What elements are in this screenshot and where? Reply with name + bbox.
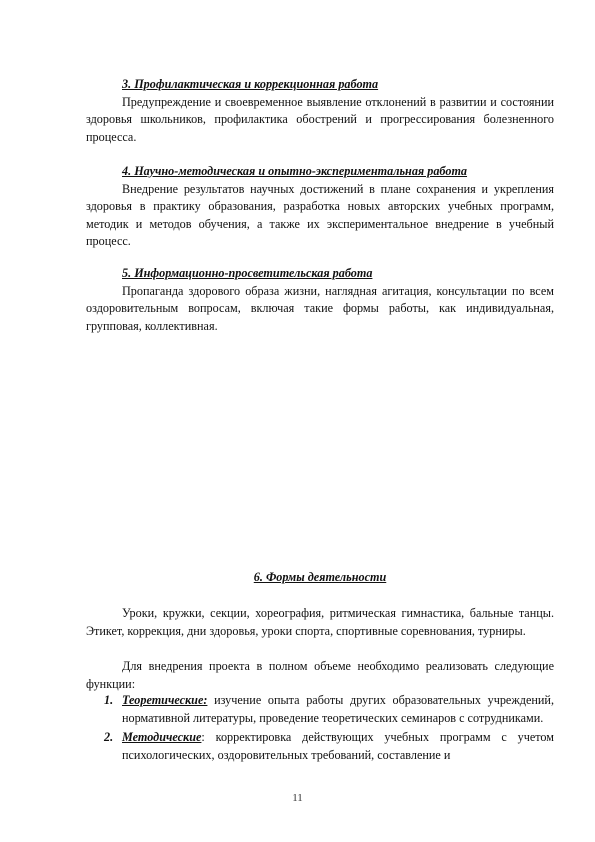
section-heading: 3. Профилактическая и коррекционная работа [122,77,379,91]
list-item [86,729,554,764]
forms-para-2-block [86,658,554,693]
section-3 [86,76,554,146]
page-number: 11 [292,792,303,804]
forms-heading: 6. Формы деятельности [253,570,387,584]
forms-para-1: Уроки, кружки, секции, хореография, ритмическая гимнастика, бальные танцы. Этикет, коррекция, дни здоровья, уроки спорта, спортивные соревнования, турниры. [86,606,554,638]
list-term: Методические [122,730,202,744]
section-heading: 4. Научно-методическая и опытно-экспериментальная работа [122,164,468,178]
functions-list [86,692,554,764]
forms-para-1-block [86,605,554,640]
list-text: : корректировка действующих учебных программ с учетом психологических, оздоровительных требований, составление и [122,730,554,762]
list-number: 2. [104,730,114,744]
section-body: Внедрение результатов научных достижений в плане сохранения и укрепления здоровья в практику образования, разработка новых авторских учебных программ, методик и методов обучения, а также их экспериментальное внедрение в учебный процесс. [86,181,554,248]
list-item [86,692,554,727]
section-5 [86,265,554,335]
section-body: Пропаганда здорового образа жизни, наглядная агитация, консультации по всем оздоровительным вопросам, включая такие формы работы, как индивидуальная, групповая, коллективная. [86,283,554,333]
list-number: 1. [104,693,114,707]
section-body: Предупреждение и своевременное выявление отклонений в развитии и состоянии здоровья школьников, профилактика обострений и прогрессирования болезненного процесса. [86,94,554,144]
list-term: Теоретические: [122,693,208,707]
list-text: изучение опыта работы других образовательных учреждений, нормативной литературы, проведение теоретических семинаров с сотрудниками. [122,693,554,725]
section-4 [86,163,554,251]
forms-para-2: Для внедрения проекта в полном объеме необходимо реализовать следующие функции: [86,659,554,691]
section-heading: 5. Информационно-просветительская работа [122,266,373,280]
